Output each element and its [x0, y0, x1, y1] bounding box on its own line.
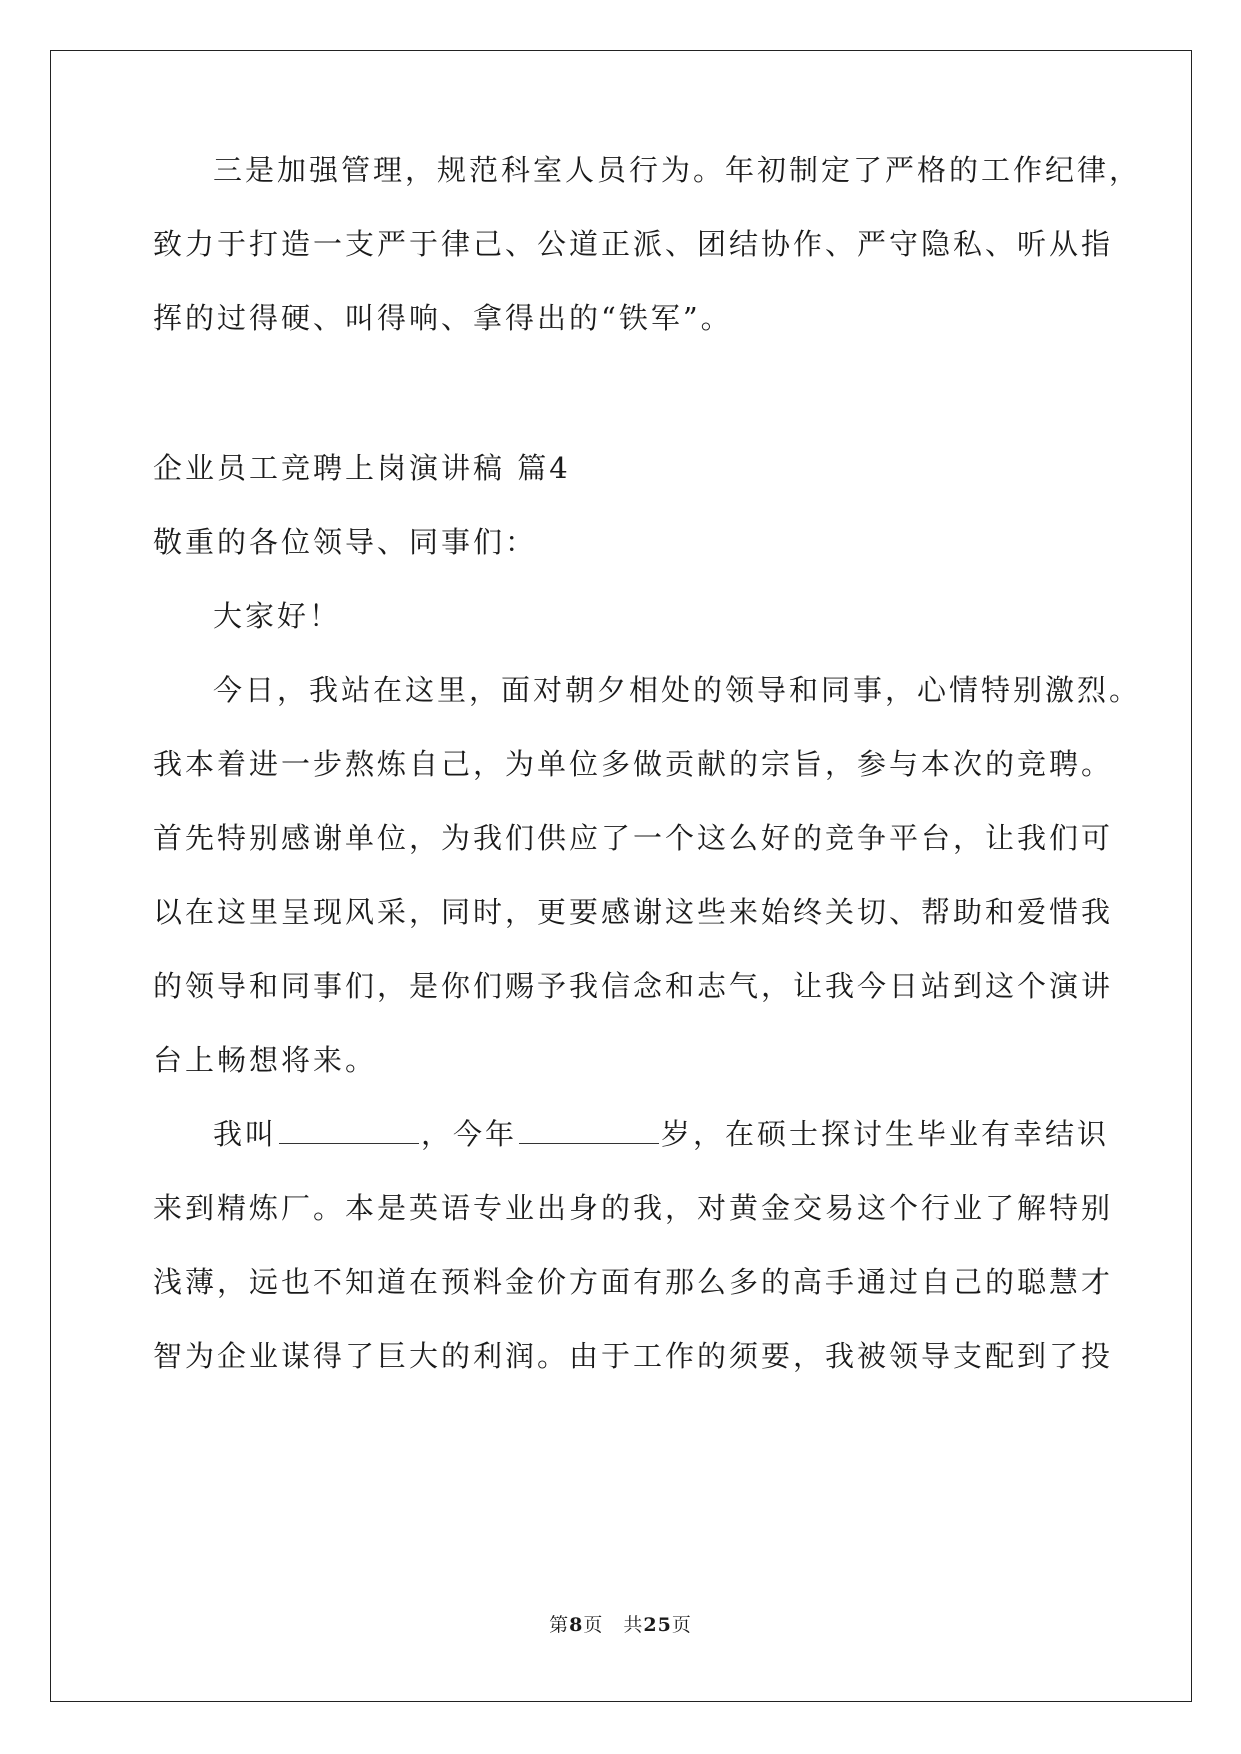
paragraph-line: 三是加强管理，规范科室人员行为。年初制定了严格的工作纪律， — [213, 153, 1142, 187]
text-fragment: 岁，在硕士探讨生毕业有幸结识 — [661, 1117, 1110, 1151]
footer-suffix: 页 — [671, 1614, 692, 1636]
paragraph-line: 挥的过得硬、叫得响、拿得出的“铁军”。 — [153, 301, 733, 335]
paragraph-line: 以在这里呈现风采，同时，更要感谢这些来始终关切、帮助和爱惜我 — [153, 895, 1114, 929]
footer-prefix: 第 — [549, 1614, 570, 1636]
paragraph-line: 智为企业谋得了巨大的利润。由于工作的须要，我被领导支配到了投 — [153, 1339, 1114, 1373]
paragraph-line: 台上畅想将来。 — [153, 1043, 378, 1077]
paragraph-line: 致力于打造一支严于律己、公道正派、团结协作、严守隐私、听从指 — [153, 227, 1114, 261]
paragraph-line: 的领导和同事们，是你们赐予我信念和志气，让我今日站到这个演讲 — [153, 969, 1114, 1003]
age-blank — [519, 1119, 659, 1144]
page-footer — [0, 1610, 1241, 1637]
greeting: 大家好！ — [213, 599, 342, 633]
current-page-number: 8 — [569, 1614, 584, 1636]
paragraph-line: 我本着进一步熬炼自己，为单位多做贡献的宗旨，参与本次的竞聘。 — [153, 747, 1114, 781]
text-fragment: ，今年 — [421, 1117, 518, 1151]
paragraph-line: 浅薄，远也不知道在预料金价方面有那么多的高手通过自己的聪慧才 — [153, 1265, 1114, 1299]
paragraph-line: 首先特别感谢单位，为我们供应了一个这么好的竞争平台，让我们可 — [153, 821, 1114, 855]
paragraph-line: 来到精炼厂。本是英语专业出身的我，对黄金交易这个行业了解特别 — [153, 1191, 1114, 1225]
total-page-number: 25 — [643, 1614, 672, 1636]
salutation: 敬重的各位领导、同事们： — [153, 525, 538, 559]
name-blank — [279, 1119, 419, 1144]
text-fragment: 我叫 — [213, 1117, 278, 1151]
section-heading: 企业员工竞聘上岗演讲稿 篇4 — [153, 451, 571, 485]
footer-mid: 页 共 — [583, 1614, 644, 1636]
paragraph-line-with-blanks — [213, 1114, 1109, 1154]
paragraph-line: 今日，我站在这里，面对朝夕相处的领导和同事，心情特别激烈。 — [213, 673, 1142, 707]
